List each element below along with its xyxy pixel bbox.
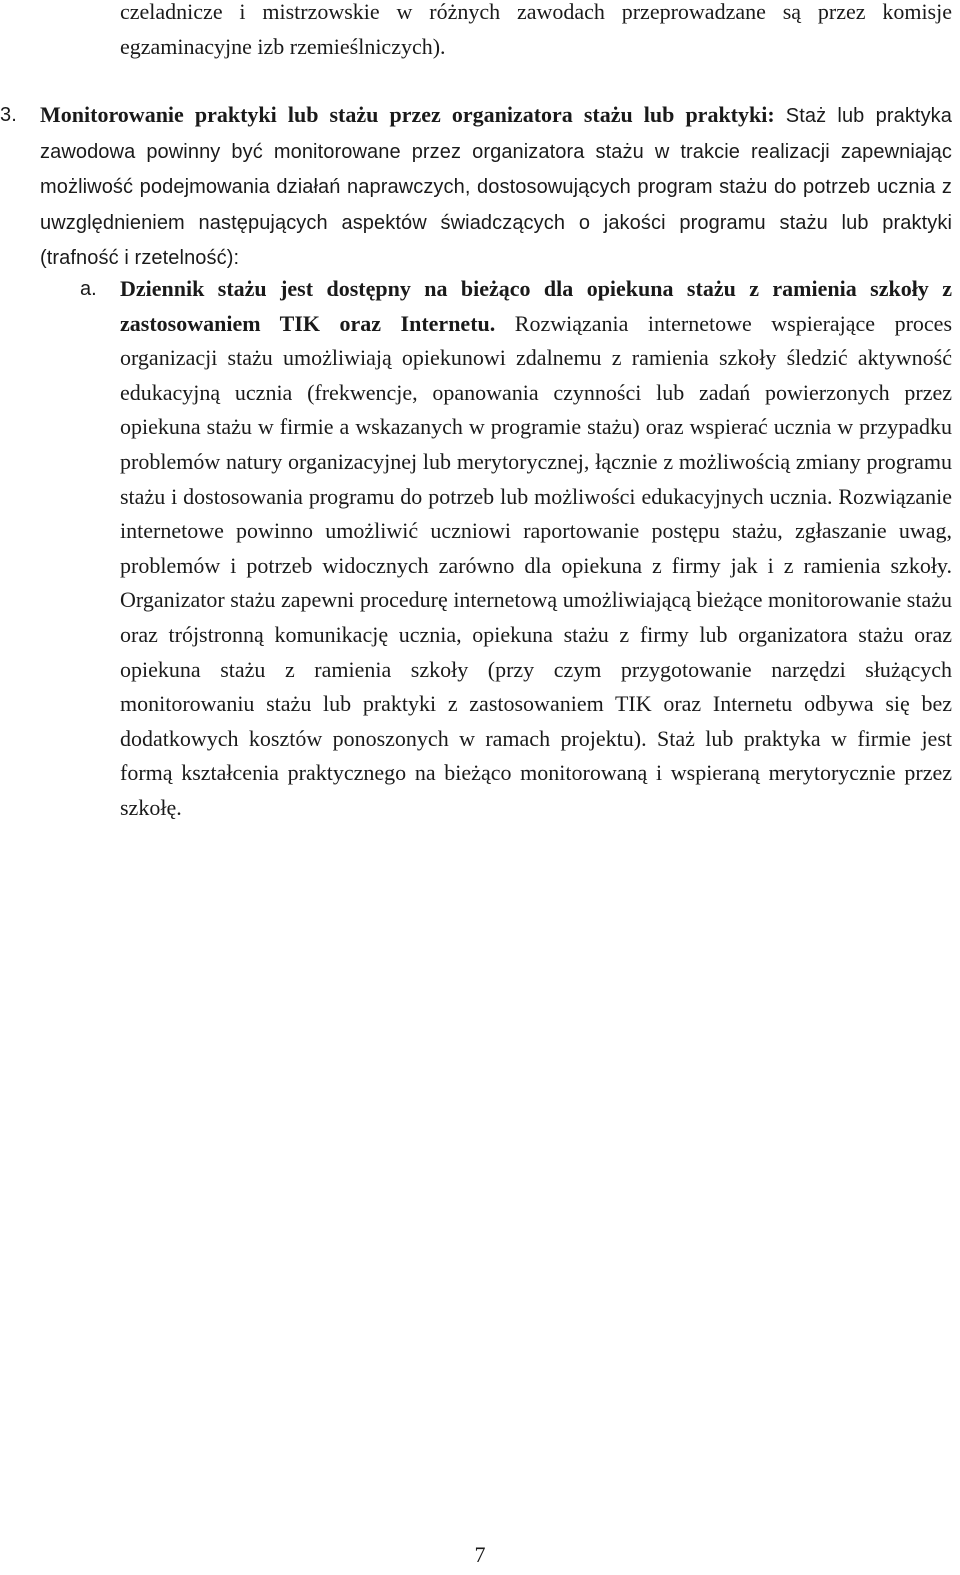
list-item-a: [80, 272, 953, 826]
page-number: 7: [474, 1542, 486, 1567]
section-number: 3.: [0, 104, 17, 126]
list-item-a-paragraph: [120, 272, 952, 826]
list-item-label: a.: [80, 278, 97, 300]
list-item-heading: Dziennik stażu jest dostępny na bieżąco dla opiekuna stażu z ramienia szkoły z zastosowaniem TIK oraz Internetu.: [120, 276, 952, 336]
section-3-paragraph: [0, 98, 953, 276]
section-heading: Monitorowanie praktyki lub stażu przez organizatora stażu lub praktyki:: [40, 102, 786, 127]
section-3: [0, 98, 953, 276]
list-item-body: Rozwiązania internetowe wspierające proces organizacji stażu umożliwiają opiekunowi zdalnemu z ramienia szkoły śledzić aktywność edukacyjną ucznia (frekwencje, opanowania czynności lub zadań powierzonych przez opiekuna stażu w firmie a wskazanych w programie stażu) oraz wspierać ucznia w przypadku problemów natury organizacyjnej lub merytorycznej, łącznie z możliwością zmiany programu stażu i dostosowania programu do potrzeb lub możliwości edukacyjnych ucznia. Rozwiązanie internetowe powinno umożliwić uczniowi raportowanie postępu stażu, zgłaszanie uwag, problemów i potrzeb widocznych zarówno dla opiekuna z firmy jak i z ramienia szkoły. Organizator stażu zapewni procedurę internetową umożliwiającą bieżące monitorowanie stażu oraz trójstronną komunikację ucznia, opiekuna stażu z firmy lub organizatora stażu oraz opiekuna stażu z ramienia szkoły (przy czym przygotowanie narzędzi służących monitorowaniu stażu lub praktyki z zastosowaniem TIK oraz Internetu odbywa się bez dodatkowych kosztów ponoszonych w ramach projektu). Staż lub praktyka w firmie jest formą kształcenia praktycznego na bieżąco monitorowaną i wspieraną merytorycznie przez szkołę.: [120, 310, 953, 820]
section-body: Staż lub praktyka zawodowa powinny być monitorowane przez organizatora stażu w trakcie realizacji zapewniając możliwość podejmowania działań naprawczych, dostosowujących program stażu do potrzeb ucznia z uwzględnieniem następujących aspektów świadczących o jakości programu stażu lub praktyki (trafność i rzetelność):: [40, 105, 953, 270]
intro-paragraph: czeladnicze i mistrzowskie w różnych zawodach przeprowadzane są przez komisje egzaminacyjne izb rzemieślniczych).: [120, 0, 952, 59]
